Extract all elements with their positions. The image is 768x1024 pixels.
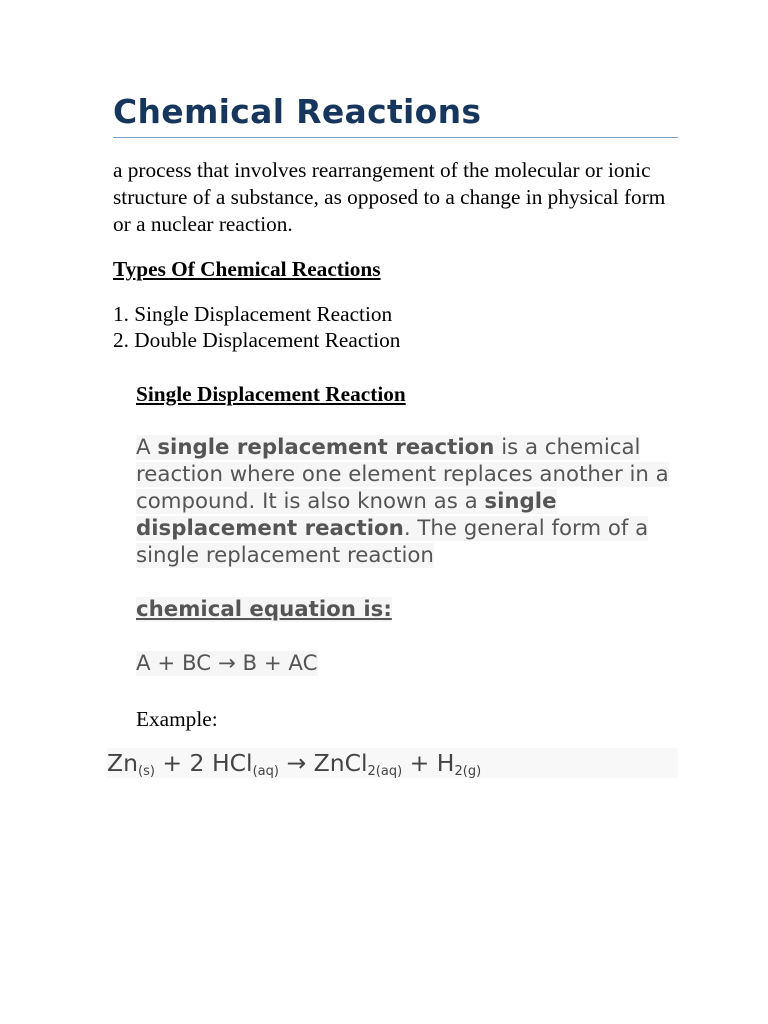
equation-term: Zn [107,749,138,777]
section-heading: Single Displacement Reaction [136,382,406,406]
equation-heading-text: chemical equation is: [136,597,392,622]
example-label: Example: [136,707,218,731]
definition-paragraph [136,434,681,569]
list-item: 1. Single Displacement Reaction [113,302,393,326]
types-heading: Types Of Chemical Reactions [113,257,381,281]
equation-state: 2(g) [454,764,482,779]
definition-text [136,435,669,568]
definition-text-part: is a chemical reaction where one element replaces another in a compound. It is also known as a [136,435,669,514]
list-item: 2. Double Displacement Reaction [113,328,401,352]
example-equation [107,748,678,778]
definition-text-part: A [136,435,158,460]
equation-state: 2(aq) [367,764,403,779]
equation-term: + 2 HCl [154,749,253,777]
definition-text-part: . The general form of a single replacement reaction [136,516,649,568]
equation-term: + H [402,749,455,777]
title-divider [113,137,678,138]
types-list [113,301,400,353]
definition-bold-term: single displacement reaction [136,489,557,541]
equation-state: (s) [138,764,155,779]
general-equation [136,650,318,677]
equation-heading [136,596,392,623]
page-title: Chemical Reactions [113,92,482,131]
general-equation-text: A + BC → B + AC [136,651,318,676]
definition-bold-term: single replacement reaction [157,435,495,460]
equation-term: → ZnCl [278,749,368,777]
intro-paragraph: a process that involves rearrangement of the molecular or ionic structure of a substance, as opposed to a change in physical form or a nuclear reaction. [113,158,666,236]
equation-state: (aq) [252,764,279,779]
